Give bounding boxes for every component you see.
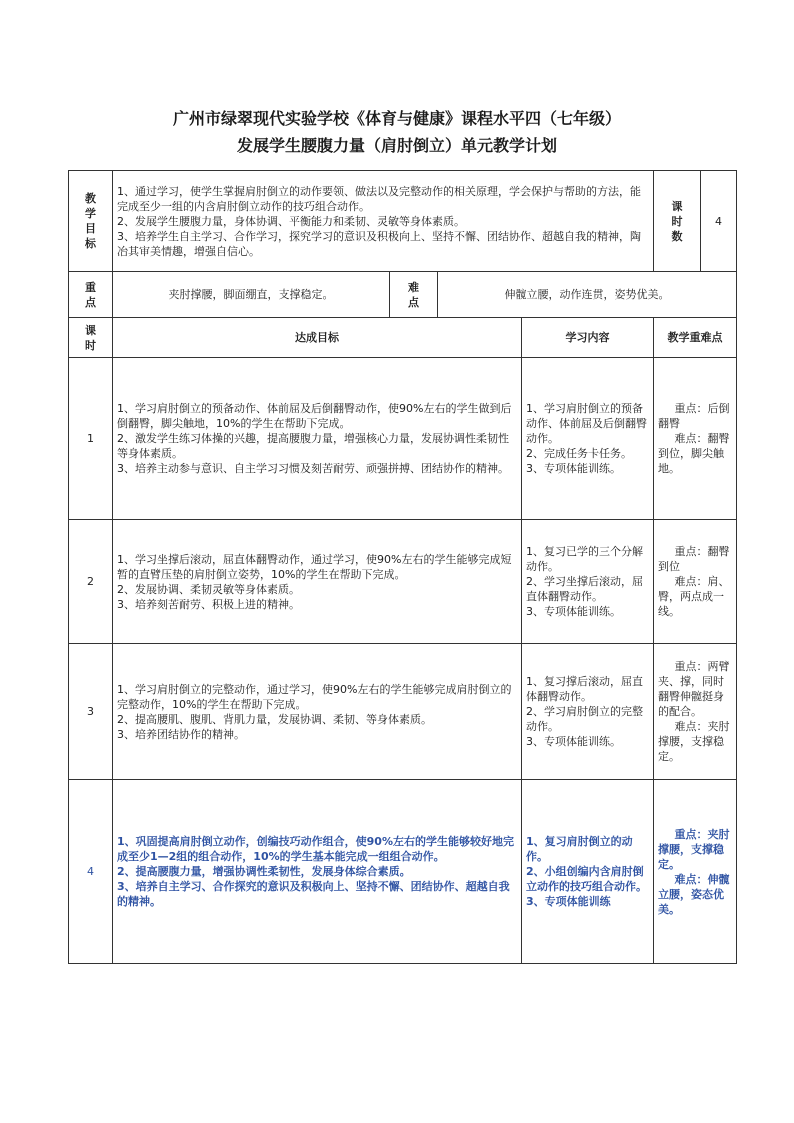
lesson-target: 1、学习坐撑后滚动，屈直体翻臀动作，通过学习，使90%左右的学生能够完成短暂的直臂压垫的肩肘倒立姿势，10%的学生在帮助下完成。 2、发展协调、柔韧灵敏等身体素质。 3、培养刻苦耐劳、积极上进的精神。 [113, 520, 522, 644]
table-row [69, 780, 737, 964]
focus-key: 重点：翻臀到位 [658, 545, 730, 573]
lesson-focus [654, 780, 737, 964]
lesson-focus [654, 644, 737, 780]
table-row [69, 358, 737, 520]
lesson-number: 4 [69, 780, 113, 964]
header-target: 达成目标 [113, 318, 522, 358]
focus-key: 重点：两臂夹、撑，同时翻臀伸髋挺身的配合。 [658, 660, 730, 718]
lesson-content: 1、学习肩肘倒立的预备动作、体前屈及后倒翻臀动作。 2、完成任务卡任务。 3、专项体能训练。 [522, 358, 654, 520]
focus-key: 重点：后倒翻臀 [658, 402, 730, 430]
focus-difficulty: 难点：翻臀到位，脚尖触地。 [658, 432, 730, 475]
header-content: 学习内容 [522, 318, 654, 358]
document-subtitle: 发展学生腰腹力量（肩肘倒立）单元教学计划 [236, 136, 557, 155]
difficulty-text: 伸髋立腰，动作连贯，姿势优美。 [438, 272, 737, 318]
lesson-content: 1、复习撑后滚动，屈直体翻臀动作。 2、学习肩肘倒立的完整动作。 3、专项体能训练。 [522, 644, 654, 780]
table-row [69, 644, 737, 780]
goals-text: 1、通过学习，使学生掌握肩肘倒立的动作要领、做法以及完整动作的相关原理，学会保护与帮助的方法，能完成至少一组的内含肩肘倒立动作的技巧组合动作。 2、发展学生腰腹力量，身体协调、平衡能力和柔韧、灵敏等身体素质。 3、培养学生自主学习、合作学习，探究学习的意识及积极向上、坚持不懈、团结协作、超越自我的精神，陶冶其审美情趣，增强自信心。 [113, 171, 654, 272]
difficulty-label: 难 点 [390, 272, 438, 318]
lesson-number: 1 [69, 358, 113, 520]
focus-difficulty: 难点：肩、臀，两点成一线。 [658, 575, 730, 618]
goals-row [69, 171, 737, 272]
key-points-label: 重 点 [69, 272, 113, 318]
table-row [69, 520, 737, 644]
lesson-focus [654, 520, 737, 644]
teaching-plan-table [68, 170, 737, 964]
goals-label: 教 学 目 标 [69, 171, 113, 272]
focus-difficulty: 难点：夹肘撑腰，支撑稳定。 [658, 720, 730, 763]
lesson-target: 1、学习肩肘倒立的完整动作，通过学习，使90%左右的学生能够完成肩肘倒立的完整动作，10%的学生在帮助下完成。 2、提高腰肌、腹肌、背肌力量，发展协调、柔韧、等身体素质。 3、培养团结协作的精神。 [113, 644, 522, 780]
lesson-target: 1、学习肩肘倒立的预备动作、体前屈及后倒翻臀动作，使90%左右的学生做到后倒翻臀，脚尖触地，10%的学生在帮助下完成。 2、激发学生练习体操的兴趣，提高腰腹力量，增强核心力量，发展协调性柔韧性等身体素质。 3、培养主动参与意识、自主学习习惯及刻苦耐劳、顽强拼搏、团结协作的精神。 [113, 358, 522, 520]
header-lesson: 课 时 [69, 318, 113, 358]
header-focus: 教学重难点 [654, 318, 737, 358]
table-header-row [69, 318, 737, 358]
lesson-number: 3 [69, 644, 113, 780]
hours-value: 4 [701, 171, 737, 272]
key-points-row [69, 272, 737, 318]
lesson-target: 1、巩固提高肩肘倒立动作，创编技巧动作组合，使90%左右的学生能够较好地完成至少1—2组的组合动作，10%的学生基本能完成一组组合动作。 2、提高腰腹力量，增强协调性柔韧性，发展身体综合素质。 3、培养自主学习、合作探究的意识及积极向上、坚持不懈、团结协作、超越自我的精神。 [113, 780, 522, 964]
lesson-focus [654, 358, 737, 520]
focus-key: 重点：夹肘撑腰，支撑稳定。 [658, 827, 730, 871]
lesson-number: 2 [69, 520, 113, 644]
lesson-content: 1、复习已学的三个分解动作。 2、学习坐撑后滚动，屈直体翻臀动作。 3、专项体能训练。 [522, 520, 654, 644]
focus-difficulty: 难点：伸髋立腰，姿态优美。 [658, 872, 730, 916]
key-points-text: 夹肘撑腰，脚面绷直，支撑稳定。 [113, 272, 390, 318]
hours-label: 课 时 数 [654, 171, 701, 272]
lesson-content: 1、复习肩肘倒立的动作。 2、小组创编内含肩肘倒立动作的技巧组合动作。 3、专项体能训练 [522, 780, 654, 964]
document-title: 广州市绿翠现代实验学校《体育与健康》课程水平四（七年级） [172, 109, 621, 128]
